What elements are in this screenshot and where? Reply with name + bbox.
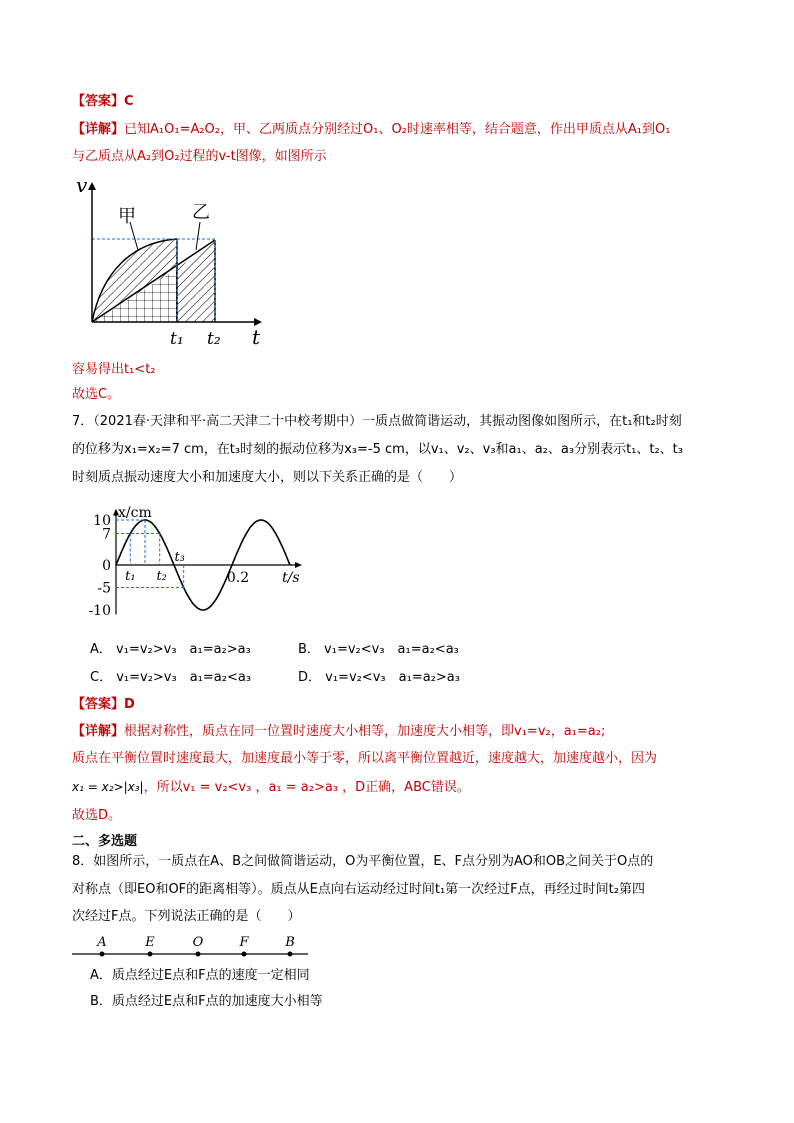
ytick-label: -10 (88, 603, 111, 619)
t1-label: t₁ (170, 329, 184, 349)
y-axis-label: x/cm (118, 505, 152, 521)
answer-line-2 (72, 695, 135, 715)
answer-label: 【答案】 (72, 94, 125, 109)
xt-chart (88, 500, 300, 625)
answer-value-2: D (124, 697, 135, 712)
point-label-o: O (192, 935, 204, 950)
detail-label-2: 【详解】 (72, 724, 125, 739)
v-label: v (76, 173, 88, 197)
conclusion-line: 容易得出t₁<t₂ (72, 362, 156, 377)
marker-t2: t₂ (156, 569, 167, 584)
ytick-label: 10 (93, 513, 111, 529)
vt-figure (72, 172, 272, 352)
point-label-a: A (97, 935, 107, 950)
t-axis-arrow (295, 562, 302, 568)
ytick-label: -5 (97, 580, 111, 597)
q8-option-A: A．质点经过E点和F点的速度一定相同 (90, 968, 310, 983)
label-yi: 乙 (192, 202, 210, 223)
ytick-label: 0 (102, 558, 111, 574)
marker-t1: t₁ (125, 569, 136, 584)
t2-label: t₂ (207, 329, 221, 349)
q7-option-A: A． v₁=v₂>v₃ a₁=a₂>a₃ (90, 642, 251, 657)
detail-line-1 (72, 120, 670, 140)
detail2-text-3: ，所以v₁ = v₂<v₃ ，a₁ = a₂>a₃ ，D正确，ABC错误。 (143, 780, 470, 795)
xtick-label: 0.2 (226, 570, 250, 586)
choose-line-2: 故选D。 (72, 808, 122, 823)
detail2-formula: x₁ = x₂>|x₃| (72, 780, 144, 794)
detail-label: 【详解】 (72, 122, 125, 137)
detail-line-2: 与乙质点从A₂到O₂过程的v-t图像，如图所示 (72, 149, 327, 164)
point-e (148, 952, 153, 957)
section-heading: 二、多选题 (72, 834, 138, 849)
point-a (100, 952, 105, 957)
q7-line-2: 的位移为x₁=x₂=7 cm，在t₃时刻的振动位移为x₃=-5 cm，以v₁、v₂、v₃和a₁、a₂、a₃分别表示t₁、t₂、t₃ (72, 442, 683, 457)
point-label-b: B (285, 935, 295, 950)
detail-text: 已知A₁O₁=A₂O₂，甲、乙两质点分别经过O₁、O₂时速率相等，结合题意，作出甲质点从A₁到O₁ (124, 122, 671, 137)
point-label-e: E (145, 935, 155, 950)
detail2-line-3 (72, 777, 470, 798)
answer-label-2: 【答案】 (72, 697, 125, 712)
point-o (196, 952, 201, 957)
detail2-text-1: 根据对称性，质点在同一位置时速度大小相等，加速度大小相等，即v₁=v₂，a₁=a₂; (124, 724, 606, 739)
q8-option-B: B．质点经过E点和F点的加速度大小相等 (90, 994, 323, 1009)
q7-option-D: D． v₁=v₂<v₃ a₁=a₂>a₃ (298, 670, 460, 685)
q7-line-3: 时刻质点振动速度大小和加速度大小，则以下关系正确的是（ ） (72, 470, 463, 485)
ytick-label: 7 (102, 526, 111, 543)
t-label: t (252, 325, 261, 349)
detail2-line-2: 质点在平衡位置时速度最大，加速度最小等于零，所以离平衡位置越近，速度越大，加速度越小，因为 (72, 751, 658, 766)
choose-line-1: 故选C。 (72, 387, 121, 402)
q8-line-2: 对称点（即EO和OF的距离相等）。质点从E点向右运动经过时间t₁第一次经过F点，再经过时间t₂第四 (72, 882, 645, 897)
answer-value: C (124, 94, 134, 109)
x-axis-label: t/s (282, 570, 300, 586)
q7-option-C: C． v₁=v₂>v₃ a₁=a₂<a₃ (90, 670, 252, 685)
marker-t3: t₃ (174, 550, 185, 565)
q8-line-3: 次经过F点。下列说法正确的是（ ） (72, 909, 301, 924)
point-label-f: F (239, 935, 249, 950)
point-f (242, 952, 247, 957)
answer-line-1 (72, 92, 134, 112)
q8-line-1: 8．如图所示，一质点在A、B之间做简谐运动，O为平衡位置，E、F点分别为AO和OB之间关于O点的 (72, 854, 654, 869)
label-jia: 甲 (118, 206, 136, 227)
q7-line-1: 7．（2021春·天津和平·高二天津二十中校考期中）一质点做简谐运动，其振动图像如图所示，在t₁和t₂时刻 (72, 414, 682, 429)
point-b (288, 952, 293, 957)
detail2-line-1 (72, 722, 605, 742)
points-line-figure (72, 932, 317, 967)
q7-option-B: B． v₁=v₂<v₃ a₁=a₂<a₃ (298, 642, 459, 657)
